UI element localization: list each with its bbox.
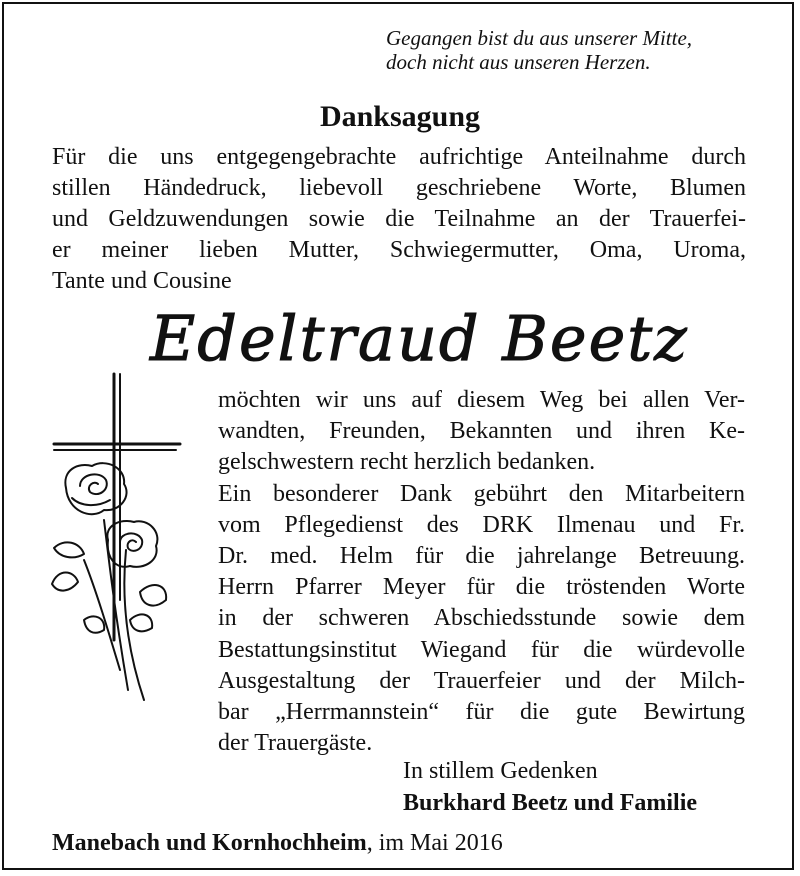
body-line: in der schweren Abschiedsstunde sowie dem	[218, 605, 745, 632]
place-location: Manebach und Kornhochheim	[52, 830, 367, 856]
motto-line-1: Gegangen bist du aus unserer Mitte,	[386, 26, 693, 50]
body-line: vom Pflegedienst des DRK Ilmenau und Fr.	[218, 511, 745, 538]
closing-phrase: In stillem Gedenken	[403, 758, 598, 784]
cross-with-roses-icon	[44, 370, 184, 720]
intro-line: Tante und Cousine	[52, 268, 232, 294]
signature: Burkhard Beetz und Familie	[403, 790, 698, 816]
intro-line: Für die uns entgegengebrachte aufrichtige Anteilnahme durch	[52, 144, 746, 170]
body-line: bar „Herrmannstein“ für die gute Bewirtung	[218, 699, 745, 726]
intro-line: stillen Händedruck, liebevoll geschriebene Worte, Blumen	[52, 175, 746, 201]
body-paragraph	[218, 385, 745, 759]
body-line: Ausgestaltung der Trauerfeier und der Milch-	[218, 667, 745, 694]
intro-line: und Geldzuwendungen sowie die Teilnahme an der Trauerfei-	[52, 206, 746, 232]
body-line: Bestattungsinstitut Wiegand für die würdevolle	[218, 636, 745, 663]
motto-line-2: doch nicht aus unseren Herzen.	[386, 50, 651, 74]
body-line: der Trauergäste.	[218, 730, 373, 757]
body-line: gelschwestern recht herzlich bedanken.	[218, 449, 596, 476]
place-date: , im Mai 2016	[366, 830, 503, 856]
body-line: möchten wir uns auf diesem Weg bei allen Ver-	[218, 387, 745, 413]
motto	[386, 26, 692, 74]
body-line: Ein besonderer Dank gebührt den Mitarbeitern	[218, 480, 745, 507]
deceased-name: Edeltraud Beetz	[150, 302, 689, 375]
intro-line: er meiner lieben Mutter, Schwiegermutter, Oma, Uroma,	[52, 237, 746, 263]
body-line: wandten, Freunden, Bekannten und ihren Ke-	[218, 418, 745, 445]
body-line: Herrn Pfarrer Meyer für die tröstenden Worte	[218, 574, 745, 601]
place-date-line	[52, 828, 503, 858]
intro-paragraph	[52, 142, 746, 297]
body-line: Dr. med. Helm für die jahrelange Betreuung.	[218, 543, 745, 570]
heading: Danksagung	[319, 100, 481, 133]
